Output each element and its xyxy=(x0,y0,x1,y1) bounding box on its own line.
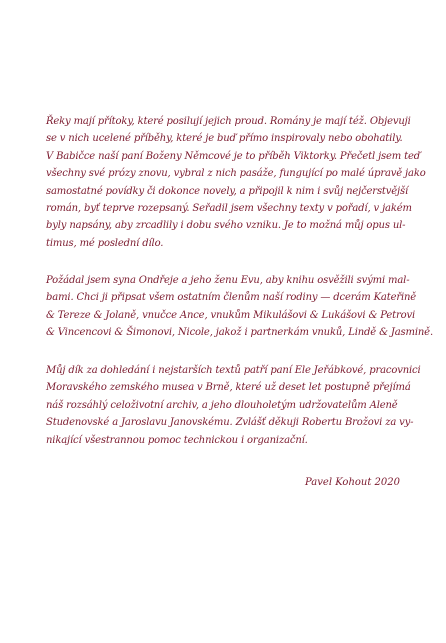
paragraph-line: & Vincencovi & Šimonovi, Nicole, jakož i partnerkám vnuků, Lindě & Jasmině. xyxy=(46,327,433,339)
paragraph-foreword xyxy=(46,113,426,252)
paragraph-line: timus, mé poslední dílo. xyxy=(46,237,164,249)
paragraph-line: Požádal jsem syna Ondřeje a jeho ženu Evu, aby knihu osvěžili svými mal- xyxy=(46,275,410,286)
paragraph-line: všechny své prózy znovu, vybral z nich pasáže, fungující po malé úpravě jako xyxy=(46,168,426,180)
paragraph-line: V Babičce naší paní Boženy Němcové je to příběh Viktorky. Přečetl jsem teď xyxy=(46,150,421,162)
paragraph-acknowledgements xyxy=(46,362,421,449)
paragraph-line: bami. Chci ji připsat všem ostatním členům naší rodiny — dcerám Kateřině xyxy=(46,292,417,304)
paragraph-line: & Tereze & Jolaně, vnučce Ance, vnukům Mikulášovi & Lukášovi & Petrovi xyxy=(46,309,416,321)
paragraph-line: náš rozsáhlý celoživotní archiv, a jeho dlouholetým udržovatelům Aleně xyxy=(46,399,398,411)
author-signature: Pavel Kohout 2020 xyxy=(305,477,400,488)
paragraph-line: Moravského zemského musea v Brně, které už deset let postupně přejímá xyxy=(46,382,411,394)
paragraph-line: samostatné povídky či dokonce novely, a připojil k nim i svůj nejčerstvější xyxy=(46,185,409,197)
paragraph-line: byly napsány, aby zrcadlily i dobu svého vzniku. Je to možná můj opus ul- xyxy=(46,220,406,232)
paragraph-line: Řeky mají přítoky, které posilují jejich proud. Romány je mají též. Objevuji xyxy=(46,116,411,127)
paragraph-line: Studenovské a Jaroslavu Janovskému. Zvlášť děkuji Robertu Brožovi za vy- xyxy=(46,417,414,429)
paragraph-line: Můj dík za dohledání i nejstarších textů patří paní Ele Jeřábkové, pracovnici xyxy=(46,365,421,376)
paragraph-line: román, byť teprve rozepsaný. Seřadil jsem všechny texty v pořadí, v jakém xyxy=(46,203,412,215)
paragraph-dedication xyxy=(46,272,433,342)
paragraph-line: se v nich ucelené příběhy, které je buď přímo inspirovaly nebo obohatily. xyxy=(46,133,403,145)
paragraph-line: nikající všestrannou pomoc technickou i organizační. xyxy=(46,434,308,446)
